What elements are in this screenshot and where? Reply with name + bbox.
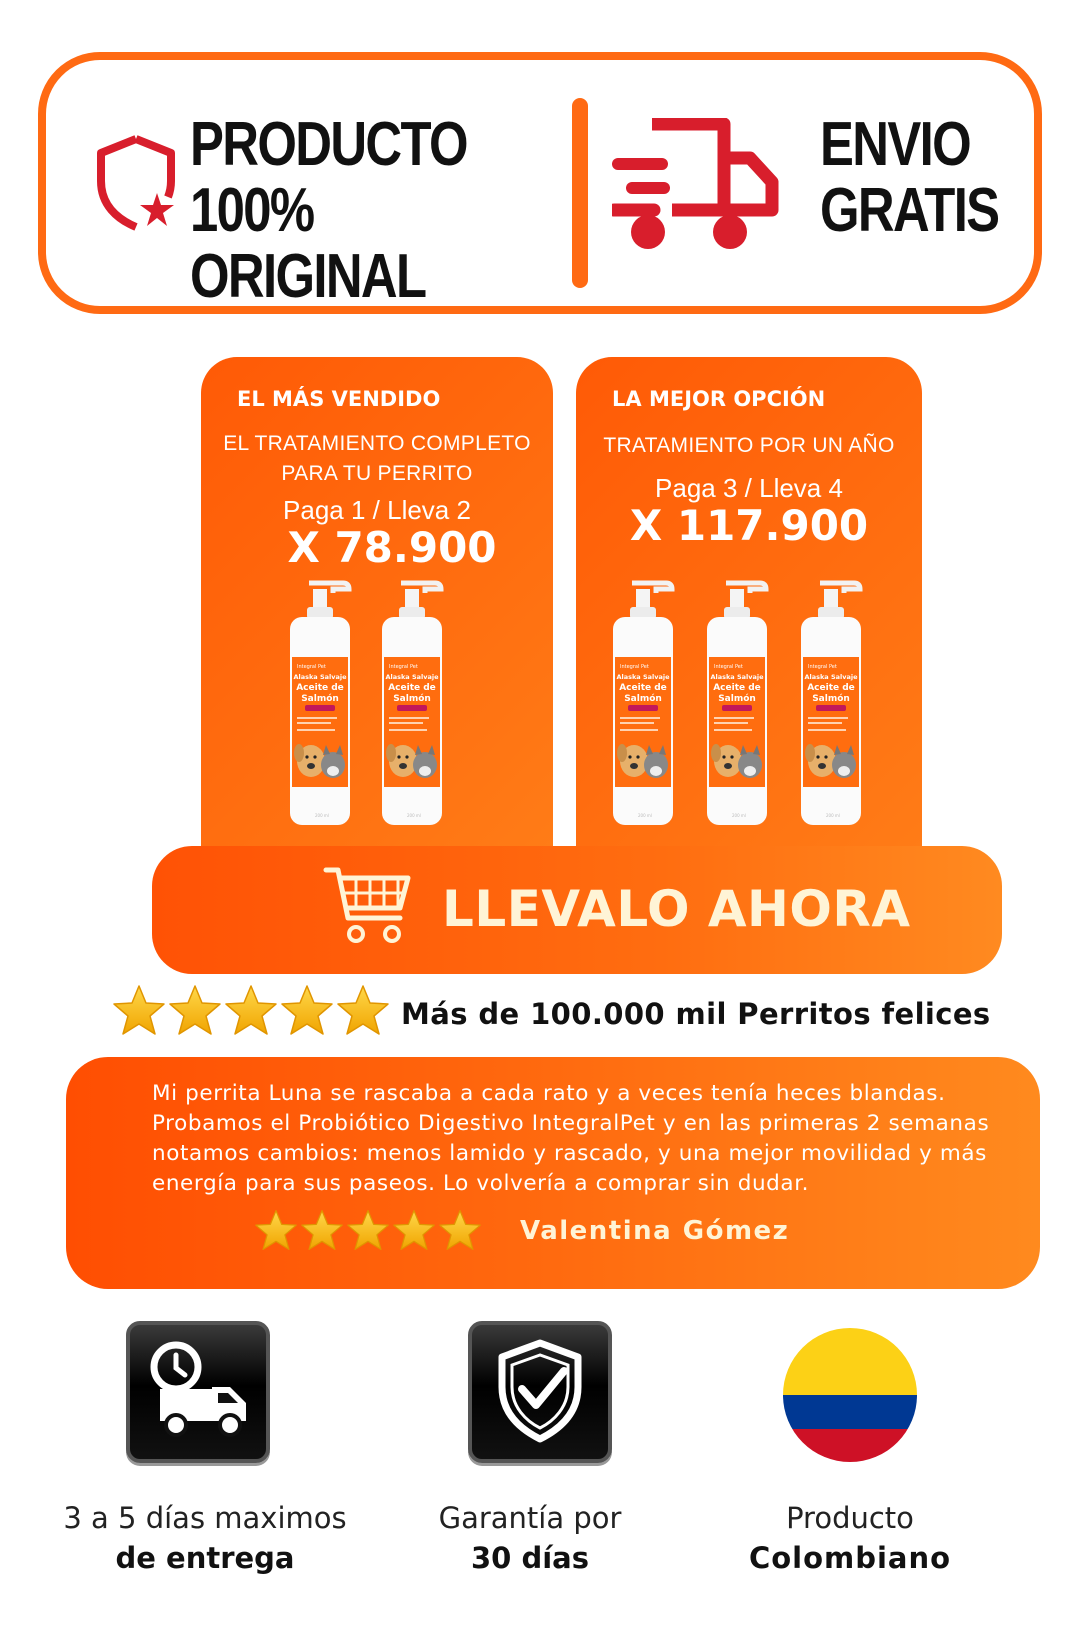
offer-price: X 78.900 (287, 523, 497, 572)
offer-card-4x3[interactable] (576, 357, 922, 853)
offer-badge: LA MEJOR OPCIÓN (612, 387, 826, 411)
colombia-flag-icon (783, 1328, 917, 1462)
shield-check-icon (468, 1321, 612, 1463)
origin-feature-text: Producto Colombiano (748, 1501, 952, 1575)
offer-description: TRATAMIENTO POR UN AÑO (603, 434, 895, 457)
offer-card-2x1[interactable] (201, 357, 553, 853)
delivery-feature-text: 3 a 5 días maximos de entrega (63, 1501, 347, 1575)
shield-star-icon (95, 135, 177, 231)
product-bottles (576, 573, 922, 843)
salmon-oil-bottle (287, 579, 353, 829)
salmon-oil-bottle (798, 579, 864, 829)
happy-customers-text: Más de 100.000 mil Perritos felices (401, 997, 991, 1031)
shopping-cart-icon (322, 864, 414, 950)
salmon-oil-bottle (379, 579, 445, 829)
warranty-feature-text: Garantía por 30 días (438, 1501, 622, 1575)
offer-badge: EL MÁS VENDIDO (237, 387, 441, 411)
free-shipping-text: ENVIO GRATIS (820, 110, 999, 245)
offer-pay-text: Paga 1 / Lleva 2 (283, 495, 471, 525)
product-bottles (201, 573, 553, 843)
original-product-text: PRODUCTO 100% ORIGINAL (190, 110, 467, 311)
salmon-oil-bottle (610, 579, 676, 829)
buy-now-button[interactable] (152, 846, 1002, 974)
badge-divider (572, 98, 588, 288)
star-icon (224, 984, 278, 1036)
star-icon (336, 984, 390, 1036)
star-icon (392, 1209, 436, 1251)
delivery-time-truck-icon (126, 1321, 270, 1463)
star-icon (346, 1209, 390, 1251)
star-icon (254, 1209, 298, 1251)
salmon-oil-bottle (704, 579, 770, 829)
star-icon (300, 1209, 344, 1251)
offer-description: EL TRATAMIENTO COMPLETO PARA TU PERRITO (223, 432, 531, 485)
offer-price: X 117.900 (629, 501, 869, 550)
reviewer-name: Valentina Gómez (520, 1216, 790, 1246)
star-icon (438, 1209, 482, 1251)
offer-pay-text: Paga 3 / Lleva 4 (655, 473, 843, 503)
testimonial-card (66, 1057, 1040, 1289)
rating-stars (112, 984, 390, 1038)
buy-now-label: LLEVALO AHORA (442, 880, 911, 938)
star-icon (280, 984, 334, 1036)
star-icon (168, 984, 222, 1036)
star-icon (112, 984, 166, 1036)
fast-truck-icon (612, 118, 782, 252)
review-text: Mi perrita Luna se rascaba a cada rato y a veces tenía heces blandas. Probamos el Probiótico Digestivo IntegralPet y en las primeras 2 semanas notamos cambios: menos lamido y rascado, y una mejor movilidad y más energía para sus paseos. Lo volvería a comprar sin dudar. (152, 1081, 990, 1196)
review-stars (254, 1209, 482, 1251)
